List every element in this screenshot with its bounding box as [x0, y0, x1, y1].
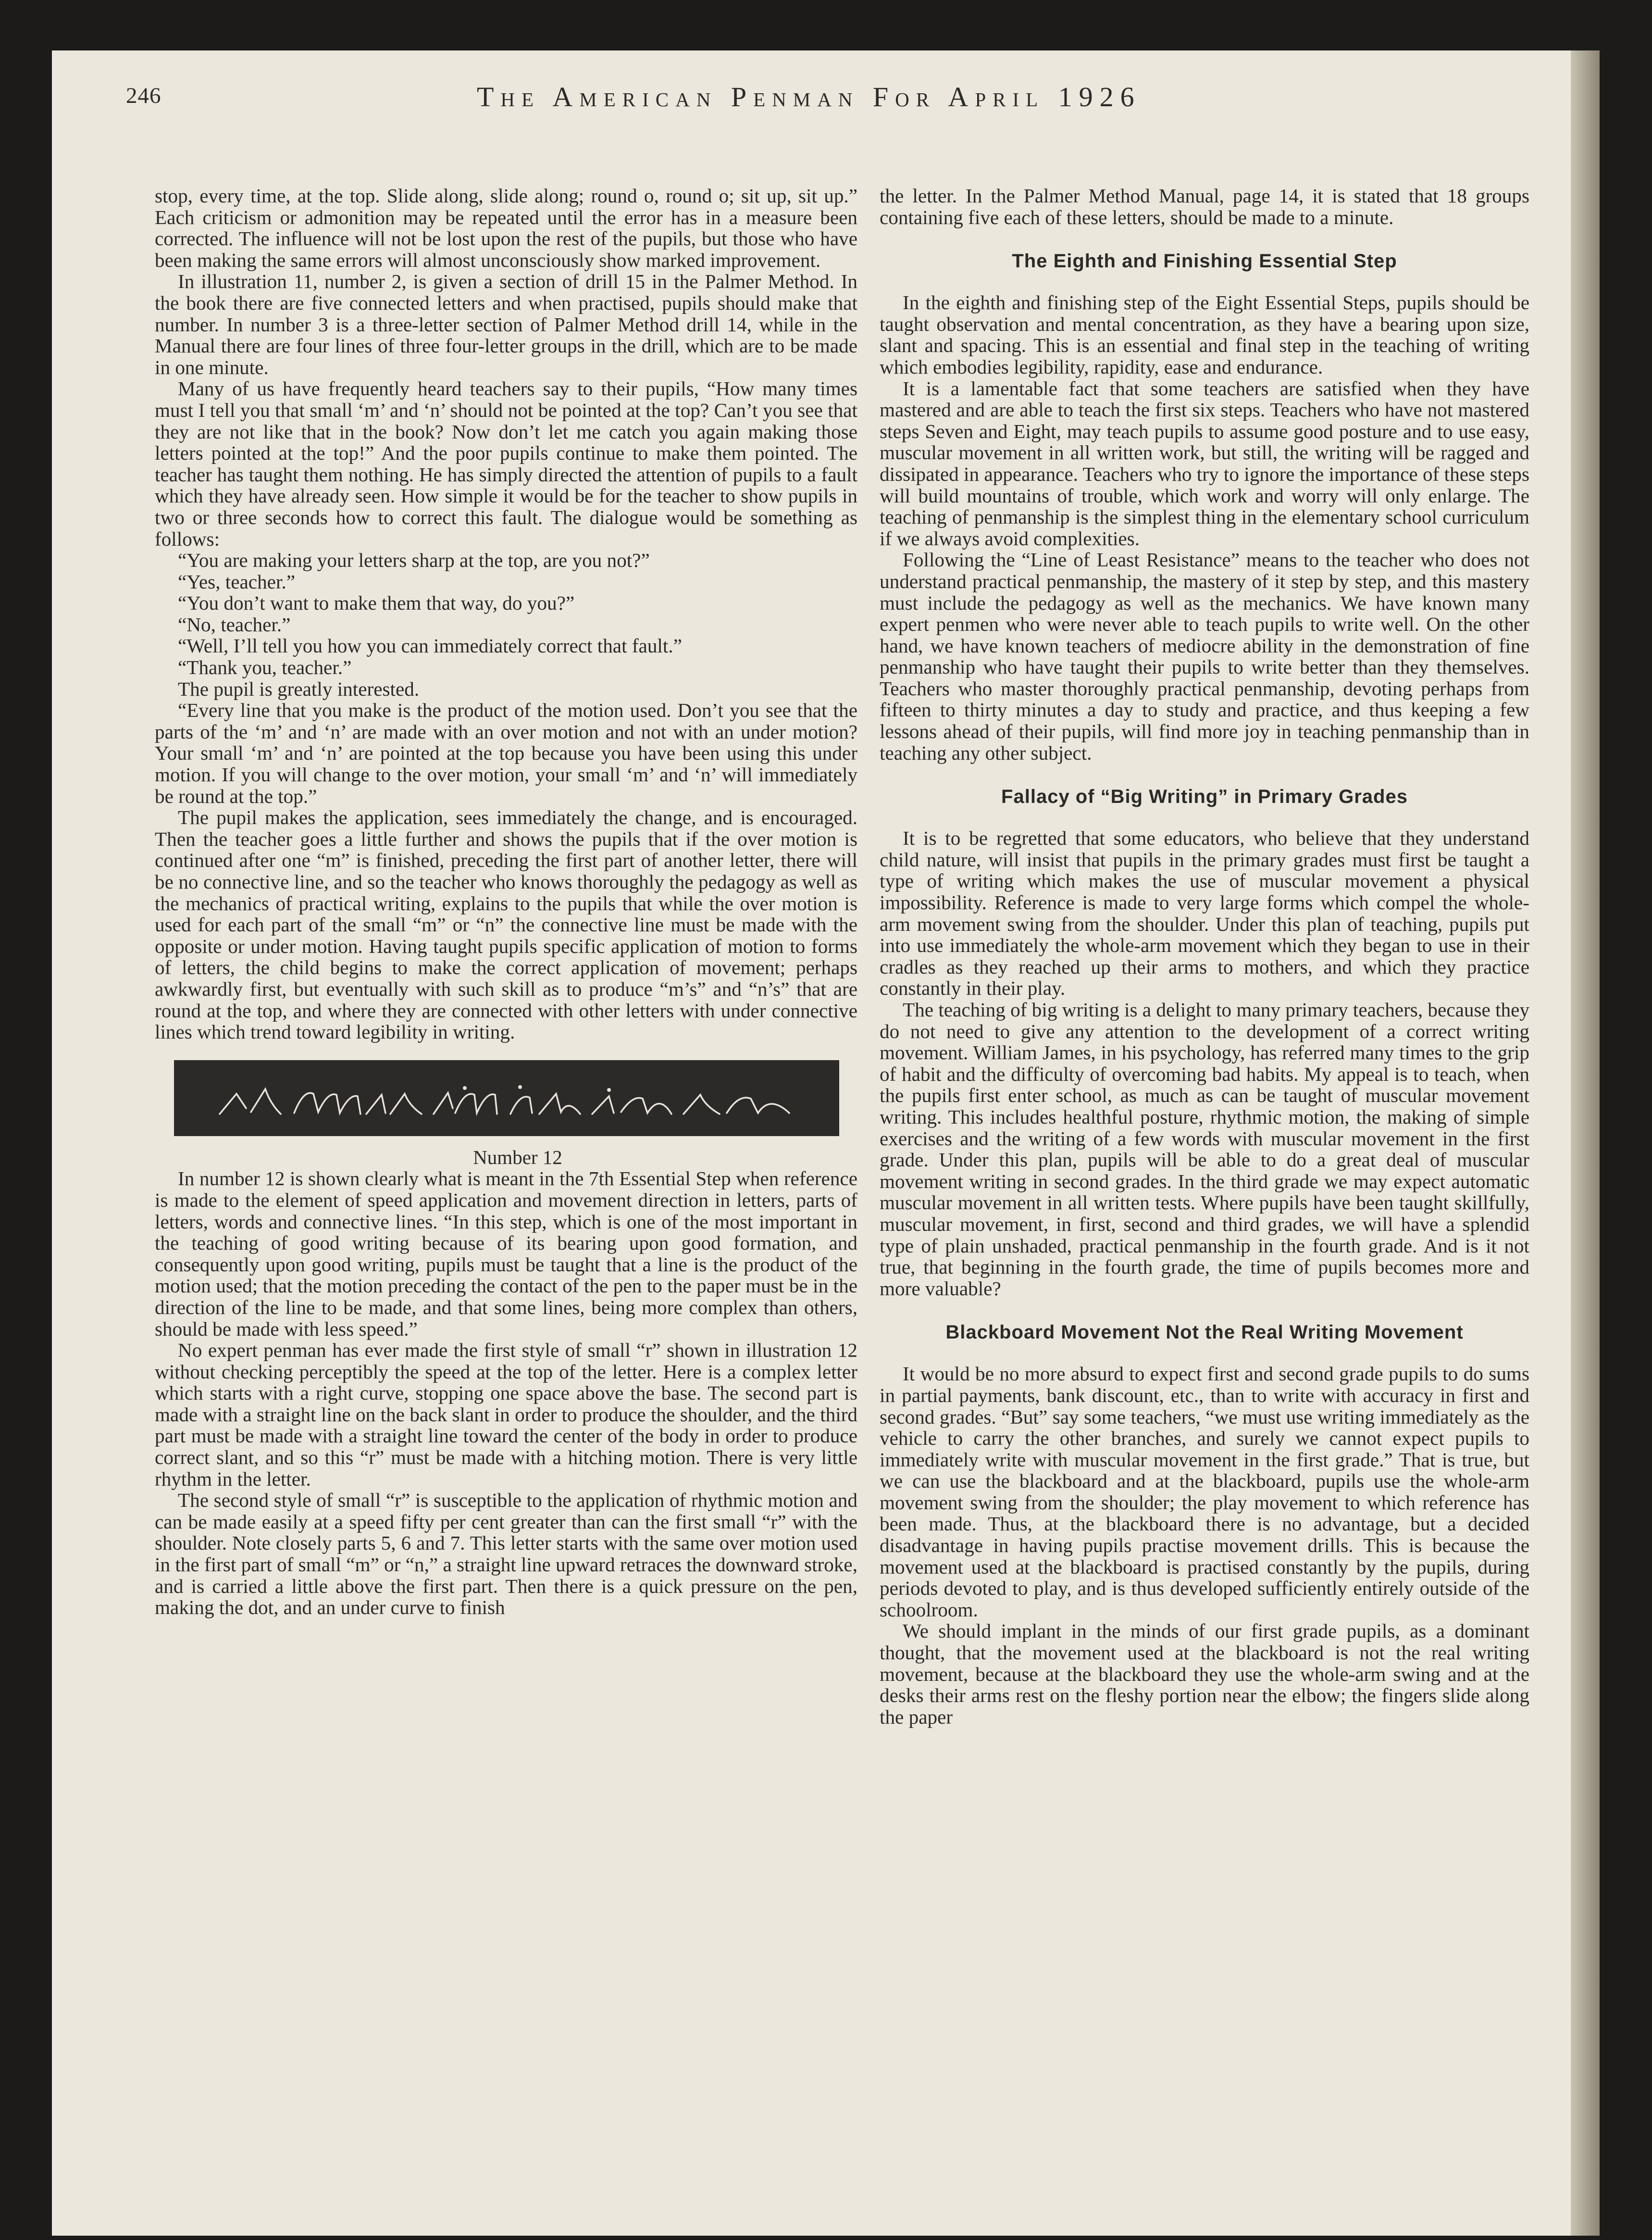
dialogue-line: “Yes, teacher.” [178, 570, 295, 593]
section-heading-big-writing: Fallacy of “Big Writing” in Primary Grades [1001, 786, 1408, 808]
paragraph: In illustration 11, number 2, is given a section of drill 15 in the Palmer Method. In the book there are five connected letters and when practised, pupils should make that number. In number 3 is a three-letter section of Palmer Method drill 14, while in the Manual there are four lines of three four-letter groups in the drill, which are to be made in one minute. [155, 270, 857, 378]
running-title: The American Penman For April 1926 [477, 81, 1141, 113]
paragraph: The second style of small “r” is susceptible to the application of rhythmic motion and can be made easily at a speed fifty per cent greater than can the first small “r” with the shoulder. Note closely parts 5, 6 and 7. This letter starts with the same over motion used in the first part of small “m” or “n,” a straight line upward retraces the downward stroke, and is carried a little above the first part. Then there is a quick pressure on the pen, making the dot, and an under curve to finish [155, 1489, 857, 1619]
paragraph: It is a lamentable fact that some teachers are satisfied when they have mastered and are able to teach the first six steps. Teachers who have not mastered steps Seven and Eight, may teach pupils to assume good posture and to use easy, muscular movement in all written work, but still, the writing will be ragged and dissipated in appearance. Teachers who try to ignore the importance of these steps will build mountains of trouble, which work and worry will only enlarge. The teaching of penmanship is the simplest thing in the elementary school curriculum if we always avoid complexities. [880, 377, 1529, 550]
dialogue-line: “Thank you, teacher.” [178, 656, 352, 679]
page-header [126, 83, 1308, 121]
dialogue-line: “You don’t want to make them that way, do you?” [178, 592, 575, 614]
paragraph: the letter. In the Palmer Method Manual, page 14, it is stated that 18 groups containing five each of these letters, should be made to a minute. [880, 185, 1529, 228]
paragraph: In number 12 is shown clearly what is meant in the 7th Essential Step when reference is made to the element of speed application and movement direction in letters, parts of letters, words and connective lines. “In this step, which is one of the most important in the teaching of good writing because of its bearing upon good formation, and consequently upon good writing, pupils must be taught that a line is the product of the motion used; that the motion preceding the contact of the pen to the paper must be in the direction of the line to be made, and that some lines, being more complex than others, should be made with less speed.” [155, 1167, 857, 1340]
dialogue-line: “You are making your letters sharp at the top, are you not?” [178, 549, 650, 572]
handwriting-strokes [174, 1060, 839, 1136]
page-spine-shadow [1571, 50, 1600, 2236]
paragraph: We should implant in the minds of our first grade pupils, as a dominant thought, that the movement used at the blackboard is not the real writing movement, because at the blackboard they use the whole-arm swing and at the desks their arms rest on the fleshy portion near the elbow; the fingers slide along the paper [880, 1620, 1529, 1728]
page-number: 246 [126, 83, 161, 108]
dialogue-line: “Well, I’ll tell you how you can immediately correct that fault.” [178, 635, 682, 657]
paragraph: “Every line that you make is the product of the motion used. Don’t you see that the parts of the ‘m’ and ‘n’ are made with an over motion and not with an under motion? Your small ‘m’ and ‘n’ are pointed at the top because you have been using this under motion. If you will change to the over motion, your small ‘m’ and ‘n’ will immediately be round at the top.” [155, 699, 857, 807]
section-heading-eighth-step: The Eighth and Finishing Essential Step [1012, 250, 1397, 272]
section-heading-blackboard-movement: Blackboard Movement Not the Real Writing Movement [945, 1322, 1464, 1343]
paragraph: In the eighth and finishing step of the Eight Essential Steps, pupils should be taught observation and mental concentration, as they have a bearing upon size, slant and spacing. This is an essential and final step in the teaching of writing which embodies legibility, rapidity, ease and endurance. [880, 291, 1529, 378]
paragraph: stop, every time, at the top. Slide along, slide along; round o, round o; sit up, sit up.” Each criticism or admonition may be repeated until the error has in a measure been corrected. The influence will not be lost upon the rest of the pupils, but those who have been making the same errors will almost unconsciously show marked improvement. [155, 185, 857, 271]
right-column [880, 185, 1529, 1727]
paragraph: Many of us have frequently heard teachers say to their pupils, “How many times must I tell you that small ‘m’ and ‘n’ should not be pointed at the top? Can’t you see that they are not like that in the book? Now don’t let me catch you again making those letters pointed at the top!” And the poor pupils continue to make them pointed. The teacher has taught them nothing. He has simply directed the attention of pupils to a fault which they have already seen. How simple it would be for the teacher to show pupils in two or three seconds how to correct this fault. The dialogue would be something as follows: [155, 377, 857, 550]
paragraph: The pupil is greatly interested. [178, 677, 420, 700]
paragraph: It is to be regretted that some educators, who believe that they understand child nature, will insist that pupils in the primary grades must first be taught a type of writing which makes the use of muscular movement a physical impossibility. Reference is made to very large forms which compel the whole-arm movement swing from the shoulder. Under this plan of teaching, pupils put into use immediately the whole-arm movement which they began to use in their cradles as they reached up their arms to mothers, and which they practice constantly in their play. [880, 827, 1529, 1000]
paragraph: Following the “Line of Least Resistance” means to the teacher who does not understand practical penmanship, the mastery of it step by step, and this mastery must include the pedagogy as well as the mechanics. We have known many expert penmen who were never able to teach pupils to write well. On the other hand, we have known teachers of mediocre ability in the demonstration of fine penmanship who have taught their pupils to write better than they themselves. Teachers who master thoroughly practical penmanship, devoting perhaps from fifteen to thirty minutes a day to study and practice, and thus keeping a few lessons ahead of their pupils, will find more joy in teaching penmanship than in teaching any other subject. [880, 549, 1529, 764]
paragraph: The pupil makes the application, sees immediately the change, and is encouraged. Then the teacher goes a little further and shows the pupils that if the over motion is continued after one “m” is finished, preceding the first part of another letter, there will be no connective line, and so the teacher who knows thoroughly the pedagogy as well as the mechanics of practical writing, explains to the pupils that while the over motion is used for each part of the small “m” or “n” the connective line must be made with the opposite or under motion. Having taught pupils specific application of motion to forms of letters, the child begins to make the correct application of movement; perhaps awkwardly first, but eventually with such skill as to produce “m’s” and “n’s” that are round at the top, and where they are connected with other letters with under connective lines which trend toward legibility in writing. [155, 806, 857, 1043]
left-column [155, 185, 857, 1618]
dialogue-line: “No, teacher.” [178, 613, 291, 636]
paragraph: It would be no more absurd to expect first and second grade pupils to do sums in partial payments, bank discount, etc., than to write with accuracy in first and second grades. “But” say some teachers, “we must use writing immediately as the vehicle to carry the other branches, and surely we cannot expect pupils to immediately write with muscular movement in the first grade.” That is true, but we can use the blackboard and at the blackboard, pupils use the whole-arm movement swing from the shoulder; the play movement to which reference has been made. Thus, at the blackboard there is no advantage, but a decided disadvantage in having pupils practise movement drills. This is because the movement used at the blackboard is practised constantly by the pupils, during periods devoted to play, and is thus developed sufficiently entirely outside of the schoolroom. [880, 1363, 1529, 1621]
figure-caption: Number 12 [473, 1146, 562, 1168]
paragraph: The teaching of big writing is a delight to many primary teachers, because they do not need to give any attention to the development of a correct writing movement. William James, in his psychology, has referred many times to the grip of habit and the difficulty of overcoming bad habits. My appeal is to teach, when the pupils first enter school, as much as can be taught of muscular movement writing. This includes healthful posture, rhythmic motion, the making of simple exercises and the writing of a few words with muscular movement in the first grade. Under this plan, pupils will be able to do a great deal of muscular movement writing in second grades. In the third grade we may expect automatic muscular movement in all written tests. Where pupils have been taught skillfully, muscular movement, in first, second and third grades, we will have a splendid type of plain unshaded, practical penmanship in the fourth grade. And is it not true, that beginning in the fourth grade, the time of pupils becomes more and more valuable? [880, 999, 1529, 1300]
handwriting-illustration-12 [174, 1060, 839, 1136]
paragraph: No expert penman has ever made the first style of small “r” shown in illustration 12 without checking perceptibly the speed at the top of the letter. Here is a complex letter which starts with a right curve, stopping one space above the base. The second part is made with a straight line on the back slant in order to produce the shoulder, and the third part must be made with a straight line toward the center of the body in order to produce correct slant, and so this “r” must be made with a hitching motion. There is very little rhythm in the letter. [155, 1339, 857, 1490]
